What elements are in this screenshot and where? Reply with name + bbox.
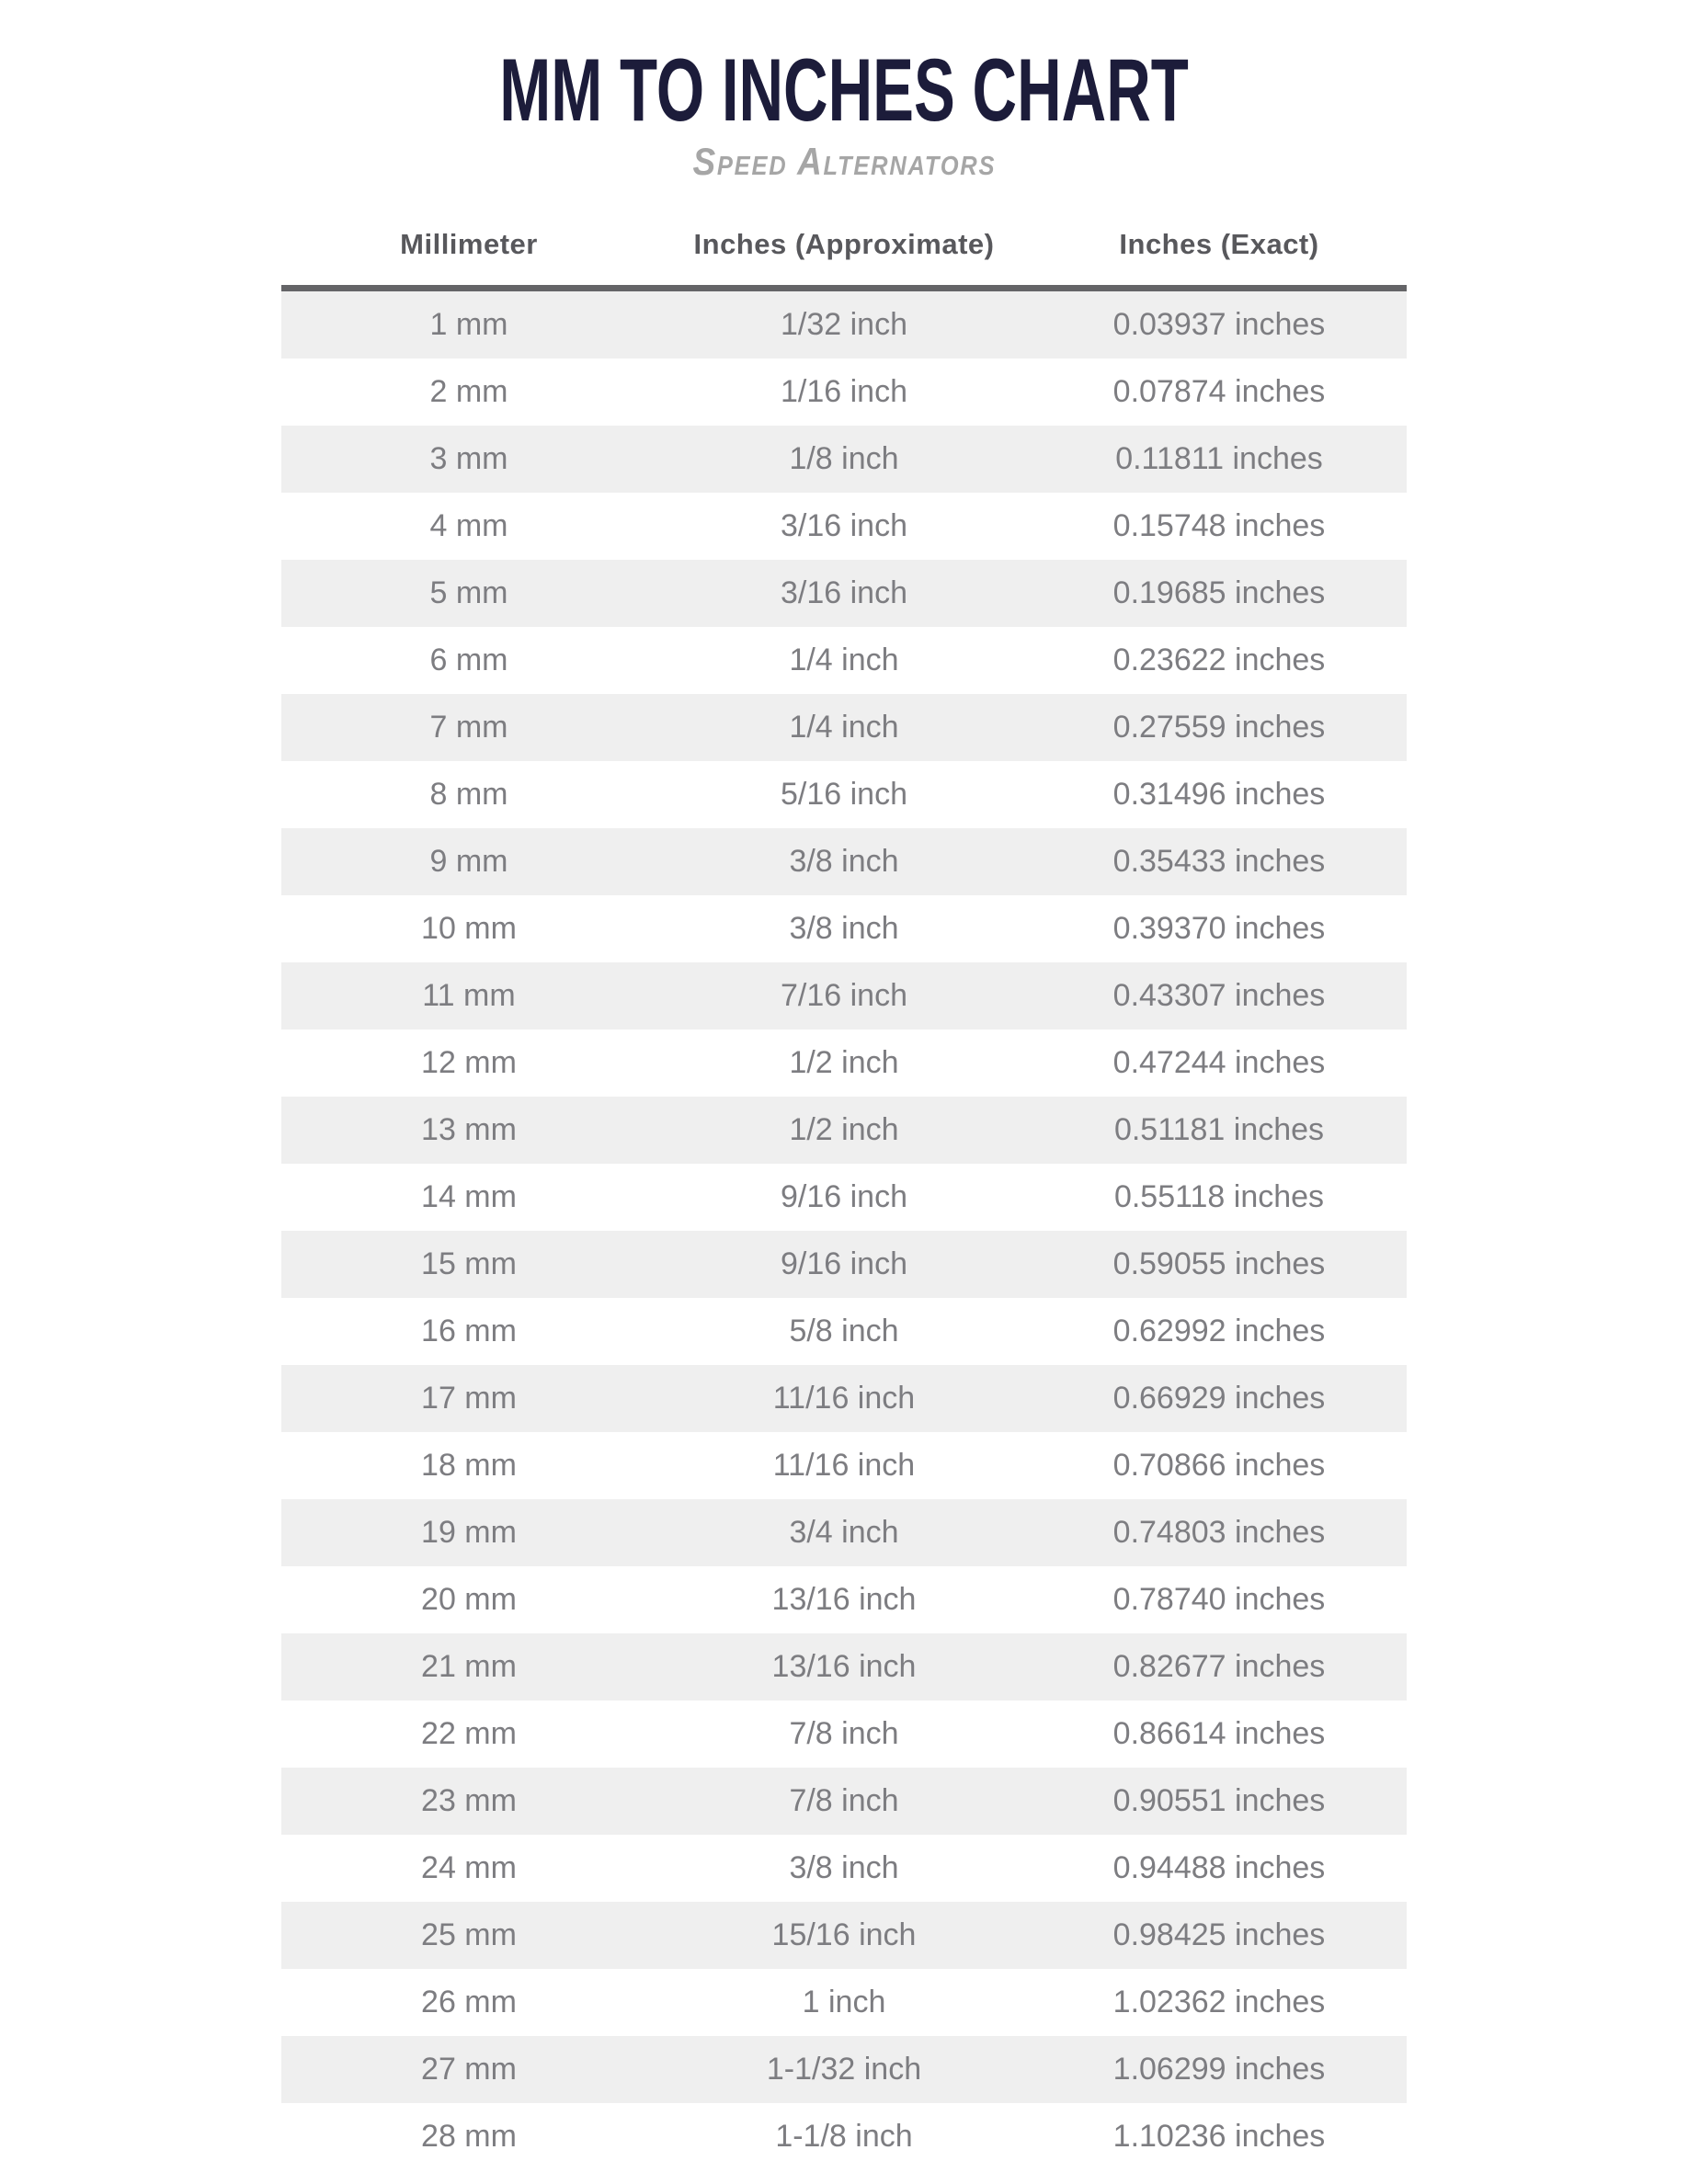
- table-cell: 14 mm: [421, 1179, 517, 1214]
- table-cell: 0.35433 inches: [1112, 844, 1326, 879]
- table-row: [281, 358, 1407, 426]
- table-row: [281, 1835, 1407, 1902]
- table-cell: 15 mm: [421, 1246, 517, 1281]
- table-cell: 0.19685 inches: [1112, 575, 1326, 610]
- table-cell: 5/8 inch: [789, 1314, 899, 1348]
- table-cell: 3/8 inch: [789, 911, 899, 946]
- table-row: [281, 828, 1407, 895]
- table-cell: 0.94488 inches: [1112, 1850, 1326, 1885]
- table-cell: 0.47244 inches: [1112, 1045, 1326, 1080]
- table-cell: 0.78740 inches: [1112, 1582, 1326, 1617]
- table-cell: 0.86614 inches: [1112, 1716, 1326, 1751]
- table-cell: 21 mm: [421, 1649, 517, 1684]
- table-cell: 2 mm: [429, 374, 508, 409]
- table-row: [281, 895, 1407, 962]
- table-cell: 3/16 inch: [781, 508, 907, 543]
- table-cell: 0.07874 inches: [1112, 374, 1326, 409]
- table-row: [281, 1768, 1407, 1835]
- table-row: [281, 1432, 1407, 1499]
- table-cell: 7 mm: [429, 710, 508, 745]
- page-header: [0, 0, 1688, 184]
- table-cell: 20 mm: [421, 1582, 517, 1617]
- table-row: [281, 560, 1407, 627]
- table-cell: 3 mm: [429, 441, 508, 476]
- table-cell: 0.11811 inches: [1115, 441, 1323, 476]
- column-header-millimeter: Millimeter: [400, 228, 538, 260]
- table-cell: 28 mm: [421, 2119, 517, 2154]
- table-cell: 11/16 inch: [772, 1448, 916, 1483]
- table-row: [281, 1969, 1407, 2036]
- table-row: [281, 1566, 1407, 1633]
- table-row: [281, 1499, 1407, 1566]
- table-row: [281, 761, 1407, 828]
- table-cell: 11/16 inch: [772, 1381, 916, 1416]
- table-row: [281, 1701, 1407, 1768]
- table-cell: 0.90551 inches: [1112, 1783, 1326, 1818]
- table-cell: 0.55118 inches: [1113, 1179, 1325, 1214]
- table-row: [281, 1164, 1407, 1231]
- table-cell: 0.31496 inches: [1112, 777, 1326, 812]
- table-cell: 7/8 inch: [789, 1716, 899, 1751]
- table-row: [281, 1029, 1407, 1097]
- table-cell: 0.15748 inches: [1112, 508, 1326, 543]
- table-cell: 1/8 inch: [789, 441, 899, 476]
- table-cell: 9/16 inch: [781, 1246, 907, 1281]
- table-cell: 0.62992 inches: [1112, 1314, 1326, 1348]
- table-cell: 1.10236 inches: [1112, 2119, 1326, 2154]
- table-row: [281, 962, 1407, 1029]
- page-title: MM TO INCHES CHART: [499, 40, 1189, 141]
- table-cell: 3/8 inch: [789, 844, 899, 879]
- column-header-inches-exact: Inches (Exact): [1119, 228, 1319, 260]
- table-row: [281, 1633, 1407, 1701]
- table-cell: 11 mm: [422, 978, 516, 1013]
- table-cell: 12 mm: [421, 1045, 517, 1080]
- table-cell: 0.39370 inches: [1112, 911, 1326, 946]
- table-row: [281, 627, 1407, 694]
- table-cell: 0.03937 inches: [1112, 307, 1326, 342]
- table-cell: 0.70866 inches: [1112, 1448, 1326, 1483]
- table-cell: 17 mm: [421, 1381, 517, 1416]
- table-cell: 24 mm: [421, 1850, 517, 1885]
- table-cell: 5/16 inch: [781, 777, 907, 812]
- mm-to-inches-table: [281, 228, 1407, 2170]
- table-row: [281, 493, 1407, 560]
- page-subtitle: Speed Alternators: [692, 140, 996, 183]
- table-cell: 0.66929 inches: [1112, 1381, 1326, 1416]
- table-row: [281, 1231, 1407, 1298]
- table-cell: 7/8 inch: [789, 1783, 899, 1818]
- table-cell: 1 inch: [802, 1985, 886, 2019]
- table-cell: 1 mm: [429, 307, 508, 342]
- table-cell: 3/16 inch: [781, 575, 907, 610]
- table-cell: 0.27559 inches: [1112, 710, 1326, 745]
- table-cell: 10 mm: [421, 911, 517, 946]
- table-row: [281, 2103, 1407, 2170]
- table-row: [281, 1902, 1407, 1969]
- table-cell: 25 mm: [421, 1917, 517, 1952]
- table-cell: 3/8 inch: [789, 1850, 899, 1885]
- table-cell: 8 mm: [429, 777, 508, 812]
- table-cell: 0.51181 inches: [1113, 1112, 1325, 1147]
- table-body: [281, 289, 1407, 2171]
- table-cell: 15/16 inch: [771, 1917, 917, 1952]
- table-cell: 1/4 inch: [789, 643, 899, 677]
- table-cell: 7/16 inch: [781, 978, 907, 1013]
- table-cell: 1-1/8 inch: [775, 2119, 913, 2154]
- column-header-inches-approximate: Inches (Approximate): [693, 228, 995, 260]
- table-cell: 0.23622 inches: [1112, 643, 1326, 677]
- table-cell: 1/32 inch: [781, 307, 907, 342]
- table-cell: 0.82677 inches: [1112, 1649, 1326, 1684]
- table-row: [281, 694, 1407, 761]
- table-cell: 3/4 inch: [789, 1515, 899, 1550]
- table-cell: 13/16 inch: [771, 1582, 917, 1617]
- table-cell: 0.59055 inches: [1112, 1246, 1326, 1281]
- table-cell: 13/16 inch: [771, 1649, 917, 1684]
- table-cell: 0.74803 inches: [1112, 1515, 1326, 1550]
- table-cell: 0.43307 inches: [1112, 978, 1326, 1013]
- table-row: [281, 1097, 1407, 1164]
- table-row: [281, 426, 1407, 493]
- table-cell: 22 mm: [421, 1716, 517, 1751]
- table-cell: 1-1/32 inch: [766, 2052, 922, 2087]
- table-cell: 1/2 inch: [789, 1045, 899, 1080]
- table-cell: 16 mm: [421, 1314, 517, 1348]
- table-cell: 4 mm: [429, 508, 508, 543]
- table-row: [281, 1298, 1407, 1365]
- table-cell: 19 mm: [421, 1515, 517, 1550]
- table-cell: 1/2 inch: [789, 1112, 899, 1147]
- table-header: [281, 228, 1407, 289]
- table-cell: 1/4 inch: [789, 710, 899, 745]
- table-cell: 13 mm: [421, 1112, 517, 1147]
- table-row: [281, 1365, 1407, 1432]
- table-cell: 23 mm: [421, 1783, 517, 1818]
- table-cell: 26 mm: [421, 1985, 517, 2019]
- table-cell: 6 mm: [429, 643, 508, 677]
- table-cell: 5 mm: [429, 575, 508, 610]
- table-cell: 1/16 inch: [781, 374, 907, 409]
- table-cell: 0.98425 inches: [1112, 1917, 1326, 1952]
- table-row: [281, 2036, 1407, 2103]
- table-row: [281, 289, 1407, 359]
- table-cell: 27 mm: [421, 2052, 517, 2087]
- table-cell: 9/16 inch: [781, 1179, 907, 1214]
- table-cell: 1.02362 inches: [1112, 1985, 1326, 2019]
- table-cell: 9 mm: [429, 844, 508, 879]
- table-cell: 1.06299 inches: [1112, 2052, 1326, 2087]
- table-header-row: [281, 228, 1407, 289]
- table-cell: 18 mm: [421, 1448, 517, 1483]
